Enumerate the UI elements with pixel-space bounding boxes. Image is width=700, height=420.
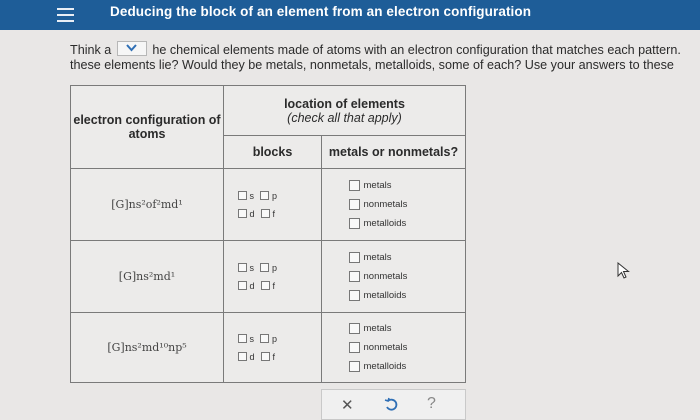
top-bar: [0, 0, 700, 30]
header-location: location of elements (check all that apply): [224, 86, 466, 136]
metals-checkbox[interactable]: metals: [349, 176, 439, 195]
undo-icon[interactable]: [384, 396, 398, 417]
block-p-checkbox[interactable]: p: [260, 263, 277, 273]
blocks-cell: [224, 169, 322, 241]
metalloids-checkbox[interactable]: metalloids: [349, 286, 439, 305]
block-d-checkbox[interactable]: d: [238, 209, 255, 219]
header-blocks: blocks: [224, 136, 322, 169]
metals-checkbox[interactable]: metals: [349, 319, 439, 338]
block-f-checkbox[interactable]: f: [261, 352, 276, 362]
block-s-checkbox[interactable]: s: [238, 334, 255, 344]
block-d-checkbox[interactable]: d: [238, 352, 255, 362]
nonmetals-checkbox[interactable]: nonmetals: [349, 195, 439, 214]
table-row: [71, 241, 466, 313]
metals-cell: [322, 169, 466, 241]
help-button[interactable]: ?: [427, 395, 436, 412]
config-cell: [G]ns²md¹: [71, 241, 224, 313]
block-s-checkbox[interactable]: s: [238, 263, 255, 273]
metalloids-checkbox[interactable]: metalloids: [349, 357, 439, 376]
intro-line2: these elements lie? Would they be metals, nonmetals, metalloids, some of each? Use your answers to these: [70, 58, 674, 72]
table-row: [71, 169, 466, 241]
config-cell: [G]ns²of²md¹: [71, 169, 224, 241]
menu-icon[interactable]: [54, 0, 80, 30]
answer-toolbar: [321, 389, 466, 420]
header-config: electron configuration of atoms: [71, 86, 224, 169]
nonmetals-checkbox[interactable]: nonmetals: [349, 338, 439, 357]
header-metals: metals or nonmetals?: [322, 136, 466, 169]
intro-text: [70, 41, 681, 73]
block-p-checkbox[interactable]: p: [260, 191, 277, 201]
table-row: [71, 313, 466, 383]
config-cell: [G]ns²md¹⁰np⁵: [71, 313, 224, 383]
metalloids-checkbox[interactable]: metalloids: [349, 214, 439, 233]
blocks-cell: [224, 313, 322, 383]
dropdown-toggle[interactable]: [117, 41, 147, 56]
block-d-checkbox[interactable]: d: [238, 281, 255, 291]
x-icon[interactable]: ✕: [341, 397, 354, 414]
block-f-checkbox[interactable]: f: [261, 209, 276, 219]
page-title: Deducing the block of an element from an electron configuration: [110, 4, 532, 19]
block-f-checkbox[interactable]: f: [261, 281, 276, 291]
configuration-table: [70, 85, 466, 383]
chevron-down-icon: [126, 43, 137, 52]
intro-line1-end: he chemical elements made of atoms with an electron configuration that matches each pattern.: [152, 43, 681, 57]
metals-cell: [322, 241, 466, 313]
mouse-cursor-icon: [617, 262, 631, 285]
metals-checkbox[interactable]: metals: [349, 248, 439, 267]
intro-line1-start: Think a: [70, 43, 112, 57]
blocks-cell: [224, 241, 322, 313]
block-p-checkbox[interactable]: p: [260, 334, 277, 344]
block-s-checkbox[interactable]: s: [238, 191, 255, 201]
metals-cell: [322, 313, 466, 383]
nonmetals-checkbox[interactable]: nonmetals: [349, 267, 439, 286]
